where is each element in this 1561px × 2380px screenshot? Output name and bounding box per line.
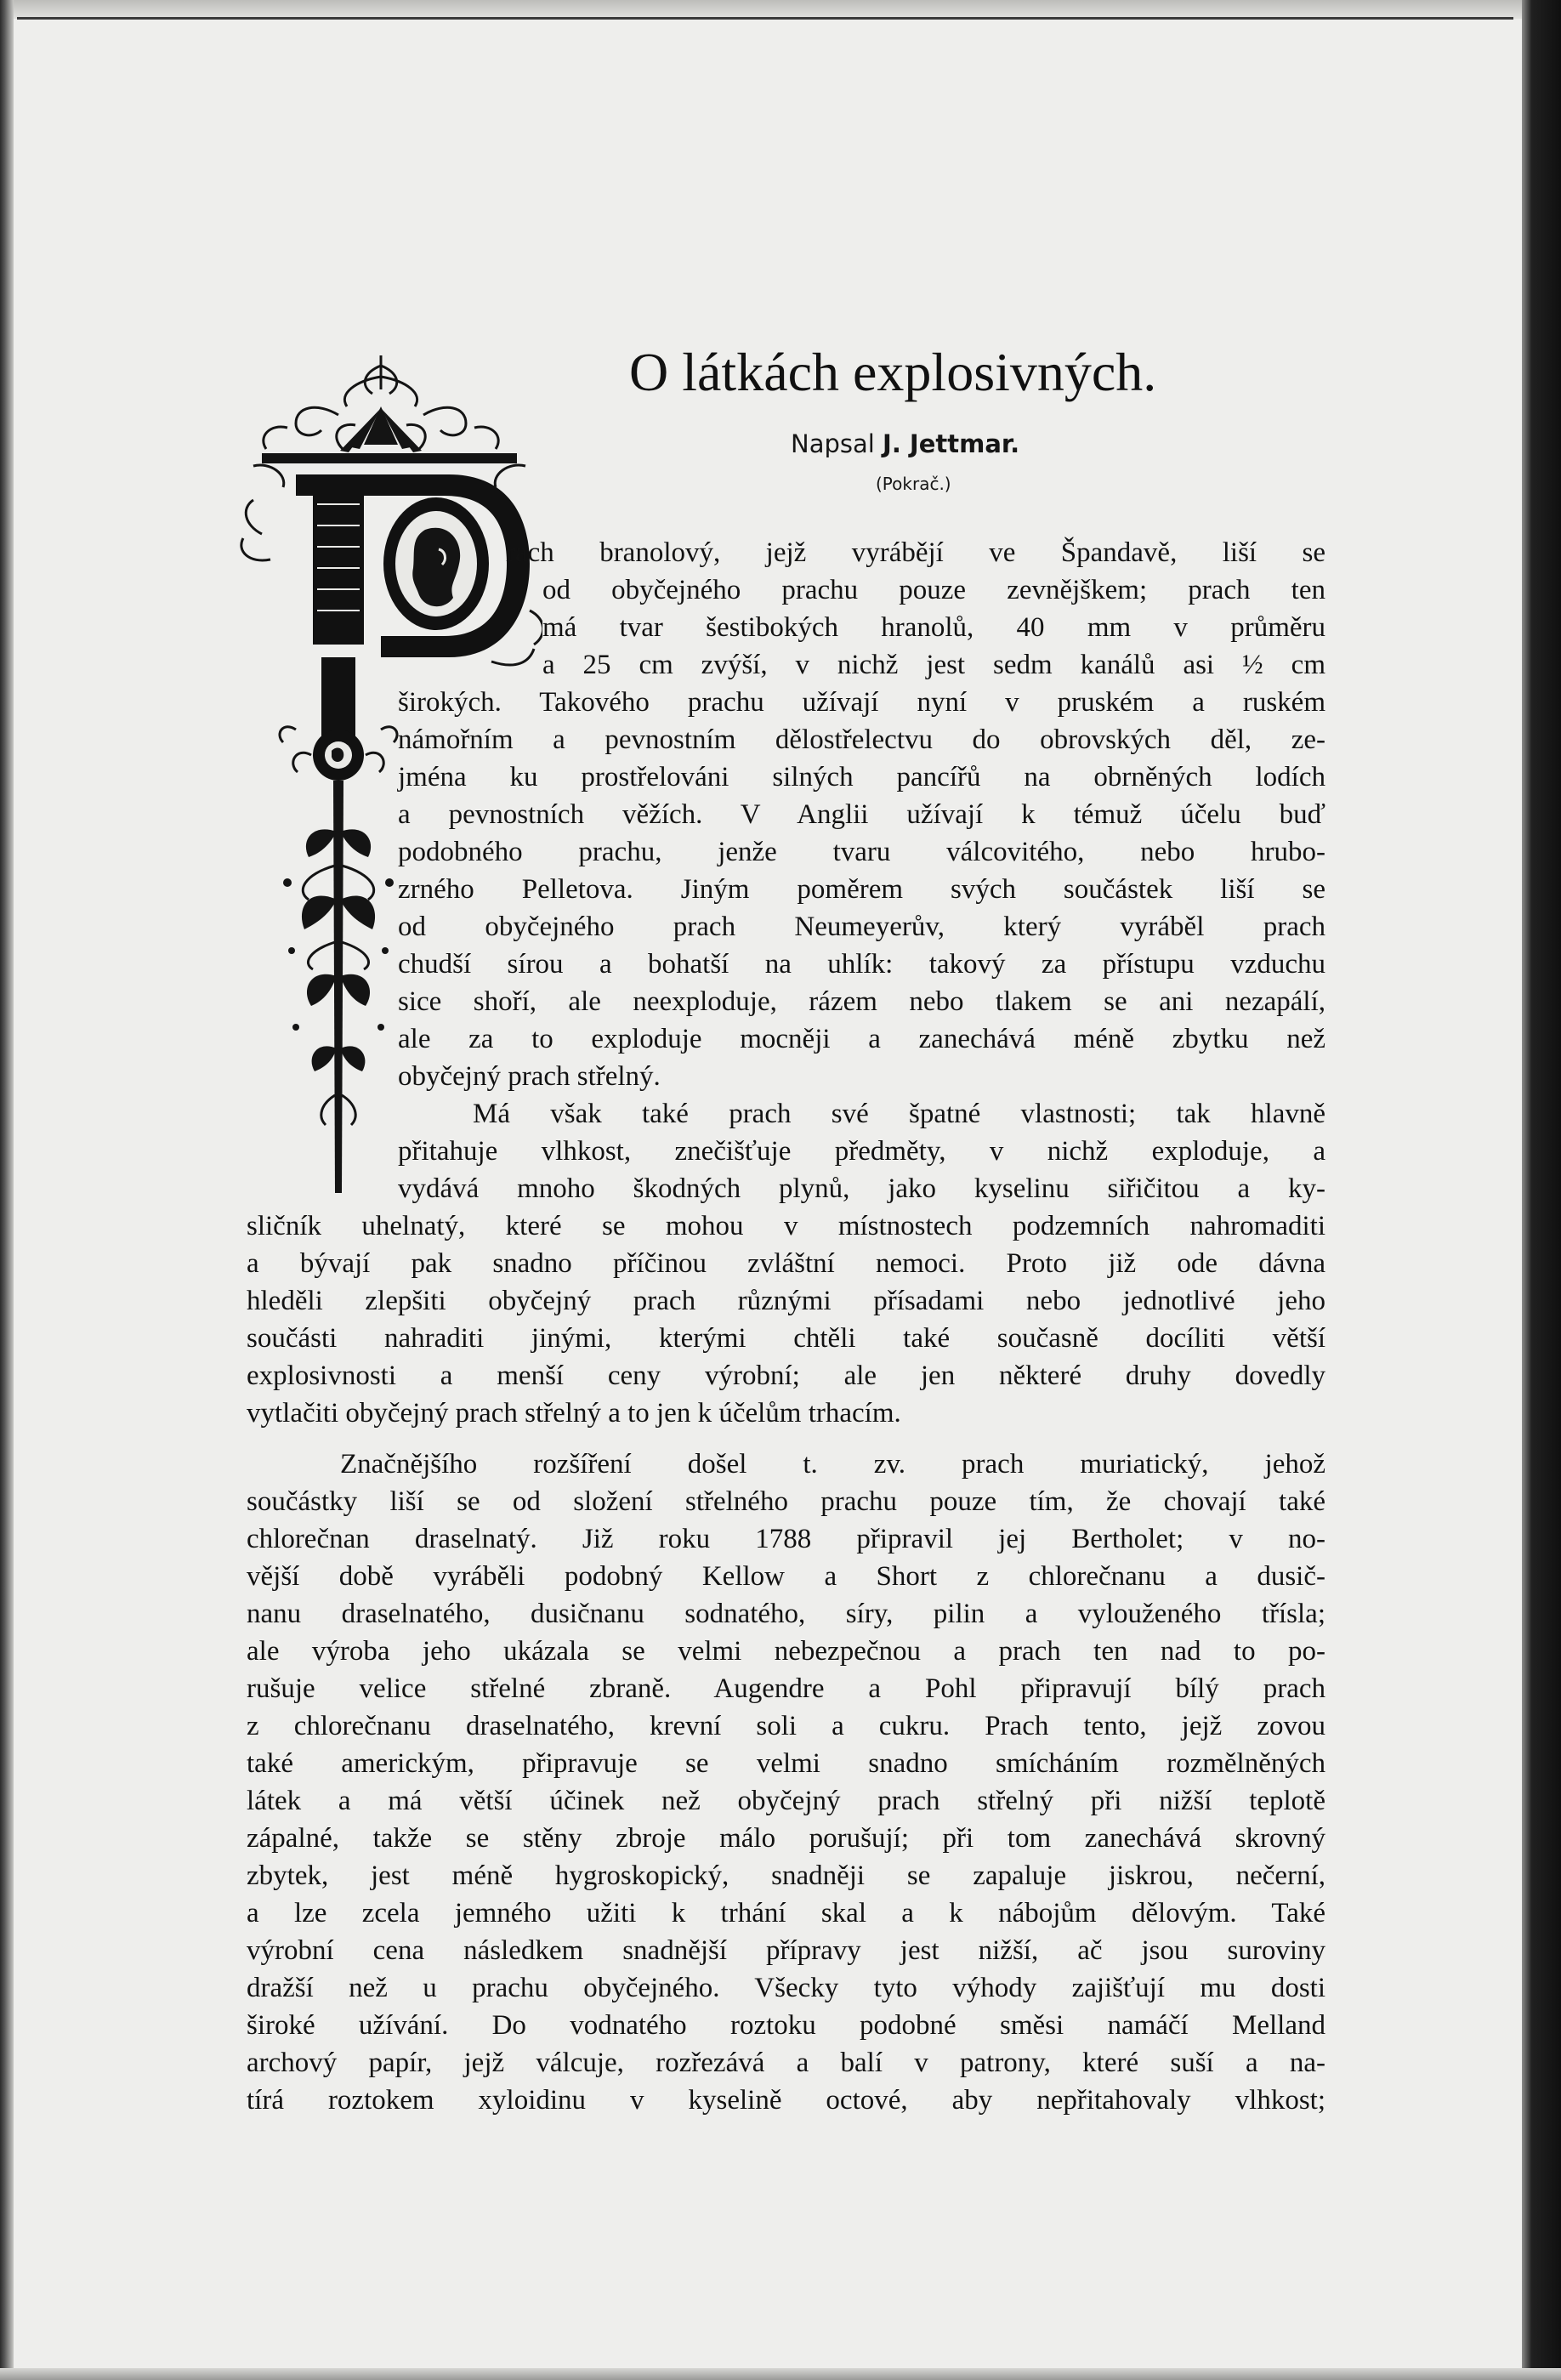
text-line: dražší než u prachu obyčejného. Všecky tyto výhody zajišťují mu dosti xyxy=(247,1973,1325,2003)
text-line: z chlorečnanu draselnatého, krevní soli a cukru. Prach tento, jejž zovou xyxy=(247,1711,1325,1741)
text-line: jména ku prostřelováni silných pancířů na obrněných lodích xyxy=(398,762,1325,792)
text-line: ale výroba jeho ukázala se velmi nebezpečnou a prach ten nad to po- xyxy=(247,1636,1325,1667)
text-line: obyčejný prach střelný. xyxy=(398,1061,661,1092)
text-line: zrného Pelletova. Jiným poměrem svých součástek liší se xyxy=(398,874,1325,905)
text-line: má tvar šestibokých hranolů, 40 mm v průměru xyxy=(542,612,1325,643)
text-line: součásti nahraditi jinými, kterými chtěli také současně docíliti větší xyxy=(247,1323,1325,1354)
text-line: ale za to exploduje mocněji a zanechává méně zbytku než xyxy=(398,1024,1325,1054)
continuation-note: (Pokrač.) xyxy=(876,474,951,494)
text-line: Značnějšího rozšíření došel t. zv. prach muriatický, jehož xyxy=(340,1449,1325,1480)
text-line: sličník uhelnatý, které se mohou v místnostech podzemních nahromaditi xyxy=(247,1211,1325,1241)
byline xyxy=(791,429,1019,458)
text-line: rušuje velice střelné zbraně. Augendre a Pohl připravují bílý prach xyxy=(247,1673,1325,1704)
scan-top-edge xyxy=(0,0,1561,19)
text-line: a 25 cm zvýší, v nichž jest sedm kanálů asi ½ cm xyxy=(542,650,1325,680)
text-line: výrobní cena následkem snadnější přípravy jest nižší, ač jsou suroviny xyxy=(247,1935,1325,1966)
text-line: tírá roztokem xyloidinu v kyselině octové, aby nepřitahovaly vlhkost; xyxy=(247,2085,1325,2116)
text-line: vydává mnoho škodných plynů, jako kyselinu siřičitou a ky- xyxy=(398,1173,1325,1204)
text-line: látek a má větší účinek než obyčejný prach střelný při nižší teplotě xyxy=(247,1786,1325,1816)
text-line: vytlačiti obyčejný prach střelný a to jen k účelům trhacím. xyxy=(247,1398,901,1429)
article-title: O látkách explosivných. xyxy=(629,342,1157,402)
text-line: podobného prachu, jenže tvaru válcovitého, nebo hrubo- xyxy=(398,837,1325,867)
text-line: součástky liší se od složení střelného prachu pouze tím, že chovají také xyxy=(247,1486,1325,1517)
text-line: širokých. Takového prachu užívají nyní v pruském a ruském xyxy=(398,687,1325,718)
text-line: chudší sírou a bohatší na uhlík: takový za přístupu vzduchu xyxy=(398,949,1325,980)
text-line: od obyčejného prachu pouze zevnějškem; prach ten xyxy=(542,575,1325,605)
text-line: hleděli zlepšiti obyčejný prach různými přísadami nebo jednotlivé jeho xyxy=(247,1286,1325,1316)
text-line: explosivnosti a menší ceny výrobní; ale jen některé druhy dovedly xyxy=(247,1360,1325,1391)
text-line: a bývají pak snadno příčinou zvláštní nemoci. Proto již ode dávna xyxy=(247,1248,1325,1279)
text-line: a lze zcela jemného užiti k trhání skal a k nábojům dělovým. Také xyxy=(247,1898,1325,1928)
text-line: také americkým, připravuje se velmi snadno smícháním rozmělněných xyxy=(247,1748,1325,1779)
text-line: od obyčejného prach Neumeyerův, který vyráběl prach xyxy=(398,912,1325,942)
text-line: chlorečnan draselnatý. Již roku 1788 připravil jej Bertholet; v no- xyxy=(247,1524,1325,1554)
scan-bottom-edge xyxy=(0,2368,1561,2380)
text-line: sice shoří, ale neexploduje, rázem nebo tlakem se ani nezapálí, xyxy=(398,986,1325,1017)
text-line: Má však také prach své špatné vlastnosti; tak hlavně xyxy=(473,1099,1325,1129)
scan-right-edge xyxy=(1522,0,1561,2380)
scan-top-rule xyxy=(17,17,1513,20)
author-name: J. Jettmar. xyxy=(883,429,1020,458)
text-line: a pevnostních věžích. V Anglii užívají k témuž účelu buď xyxy=(398,799,1325,830)
text-line: zbytek, jest méně hygroskopický, snadněji se zapaluje jiskrou, nečerní, xyxy=(247,1860,1325,1891)
text-line: vější době vyráběli podobný Kellow a Short z chlorečnanu a dusič- xyxy=(247,1561,1325,1592)
text-line: nanu draselnatého, dusičnanu sodnatého, síry, pilin a vylouženého třísla; xyxy=(247,1599,1325,1629)
byline-prefix: Napsal xyxy=(791,429,875,458)
text-line: široké užívání. Do vodnatého roztoku podobné směsi namáčí Melland xyxy=(247,2010,1325,2041)
text-line: námořním a pevnostním dělostřelectvu do obrovských děl, ze- xyxy=(398,724,1325,755)
text-line: archový papír, jejž válcuje, rozřezává a balí v patrony, které suší a na- xyxy=(247,2048,1325,2078)
text-line: rach branolový, jejž vyrábějí ve Špandavě, liší se xyxy=(506,537,1325,568)
text-line: zápalné, takže se stěny zbroje málo porušují; při tom zanechává skrovný xyxy=(247,1823,1325,1854)
text-line: přitahuje vlhkost, znečišťuje předměty, v nichž exploduje, a xyxy=(398,1136,1325,1167)
scan-left-edge xyxy=(0,0,14,2380)
